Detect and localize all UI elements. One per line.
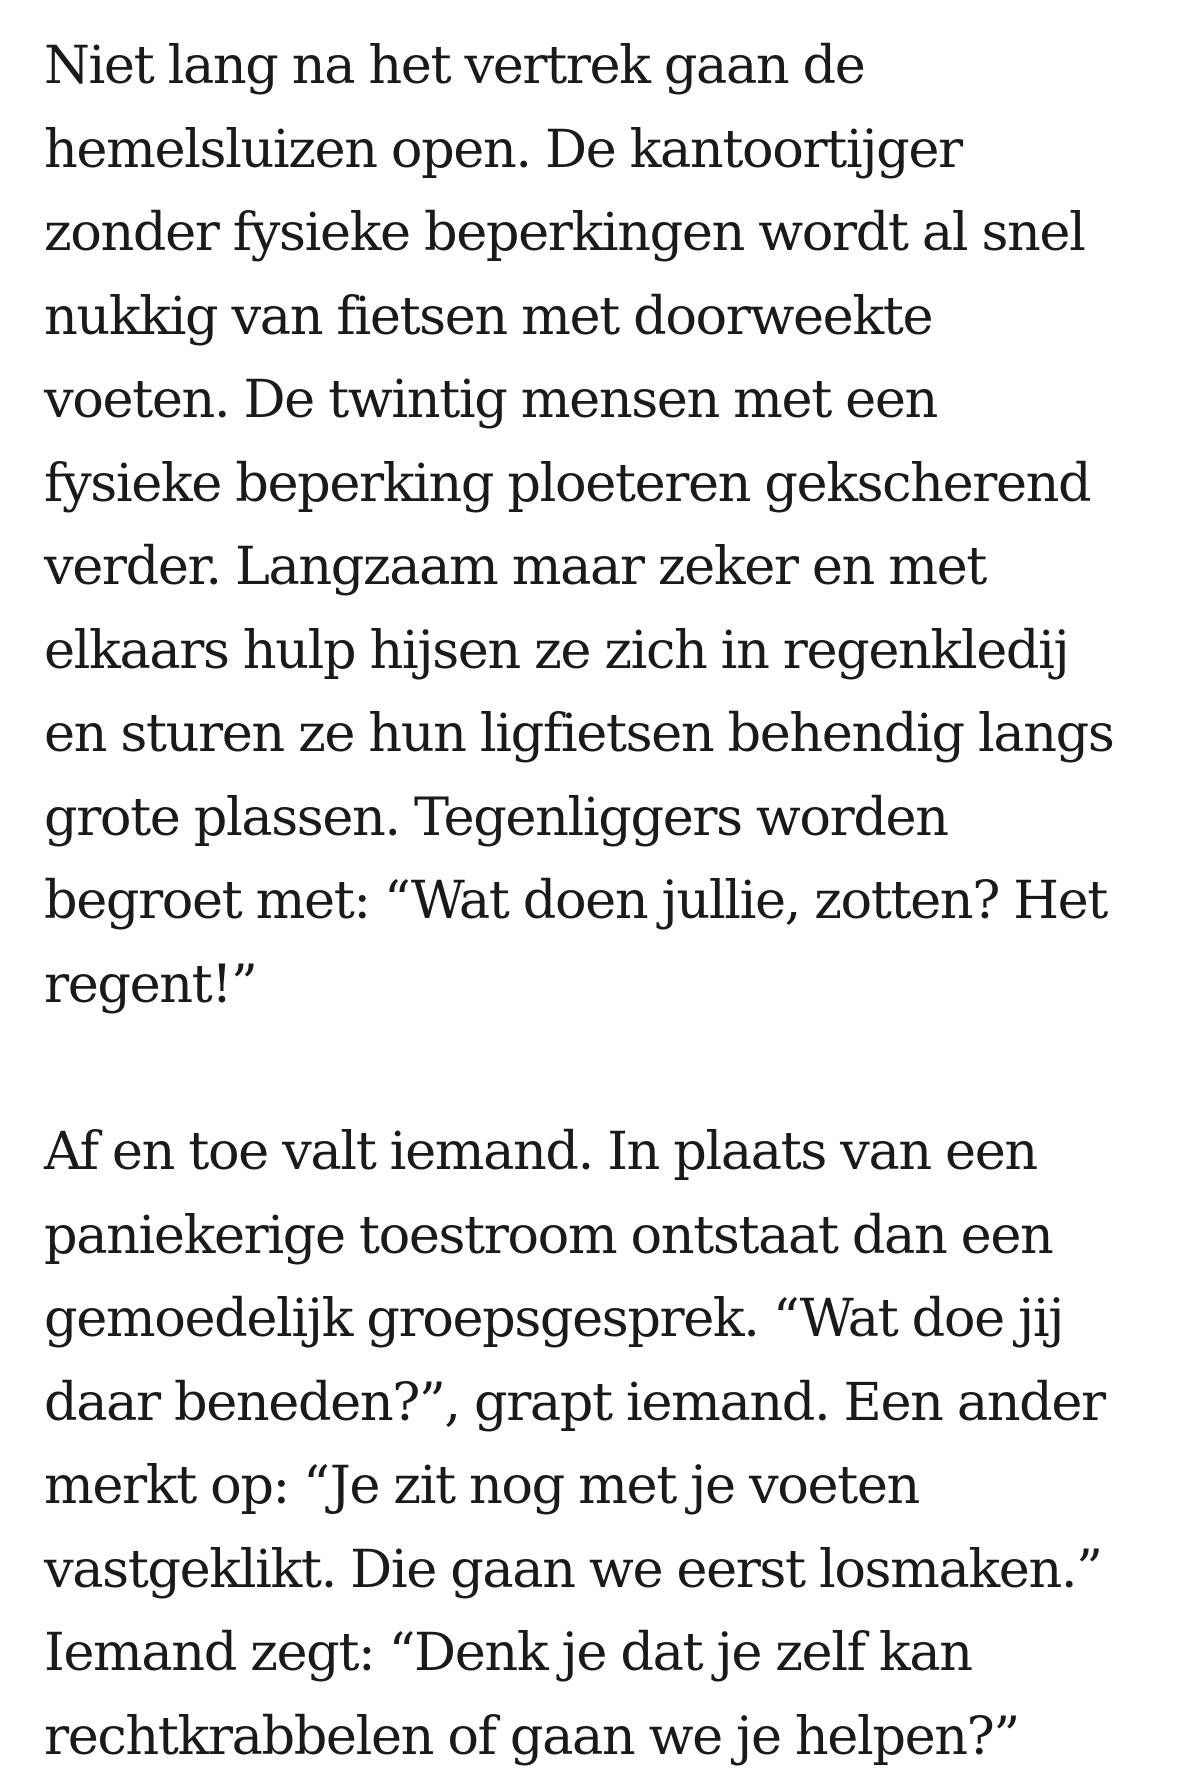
text-line: gemoedelijk groepsgesprek. “Wat doe jij xyxy=(44,1277,1135,1361)
text-line: grote plassen. Tegenliggers worden xyxy=(44,776,1135,860)
text-line: zonder fysieke beperkingen wordt al snel xyxy=(44,191,1135,275)
text-line: daar beneden?”, grapt iemand. Een ander xyxy=(44,1361,1135,1445)
text-line: vastgeklikt. Die gaan we eerst losmaken.” xyxy=(44,1528,1135,1612)
text-line: rechtkrabbelen of gaan we je helpen?” xyxy=(44,1695,1135,1778)
text-line: nukkig van fietsen met doorweekte xyxy=(44,275,1135,359)
text-line: verder. Langzaam maar zeker en met xyxy=(44,525,1135,609)
text-line: Af en toe valt iemand. In plaats van een xyxy=(44,1110,1135,1194)
text-line: hemelsluizen open. De kantoortijger xyxy=(44,108,1135,192)
text-line: regent!” xyxy=(44,943,1135,1027)
text-line: Niet lang na het vertrek gaan de xyxy=(44,24,1135,108)
text-line: elkaars hulp hijsen ze zich in regenkledij xyxy=(44,609,1135,693)
text-line: Iemand zegt: “Denk je dat je zelf kan xyxy=(44,1611,1135,1695)
text-line: en sturen ze hun ligfietsen behendig langs xyxy=(44,692,1135,776)
text-line: begroet met: “Wat doen jullie, zotten? Het xyxy=(44,859,1135,943)
paragraph-rain xyxy=(44,24,1135,1026)
text-line: paniekerige toestroom ontstaat dan een xyxy=(44,1194,1135,1278)
text-line: voeten. De twintig mensen met een xyxy=(44,358,1135,442)
paragraph-falling xyxy=(44,1110,1135,1778)
text-line: fysieke beperking ploeteren gekscherend xyxy=(44,442,1135,526)
text-line: merkt op: “Je zit nog met je voeten xyxy=(44,1444,1135,1528)
